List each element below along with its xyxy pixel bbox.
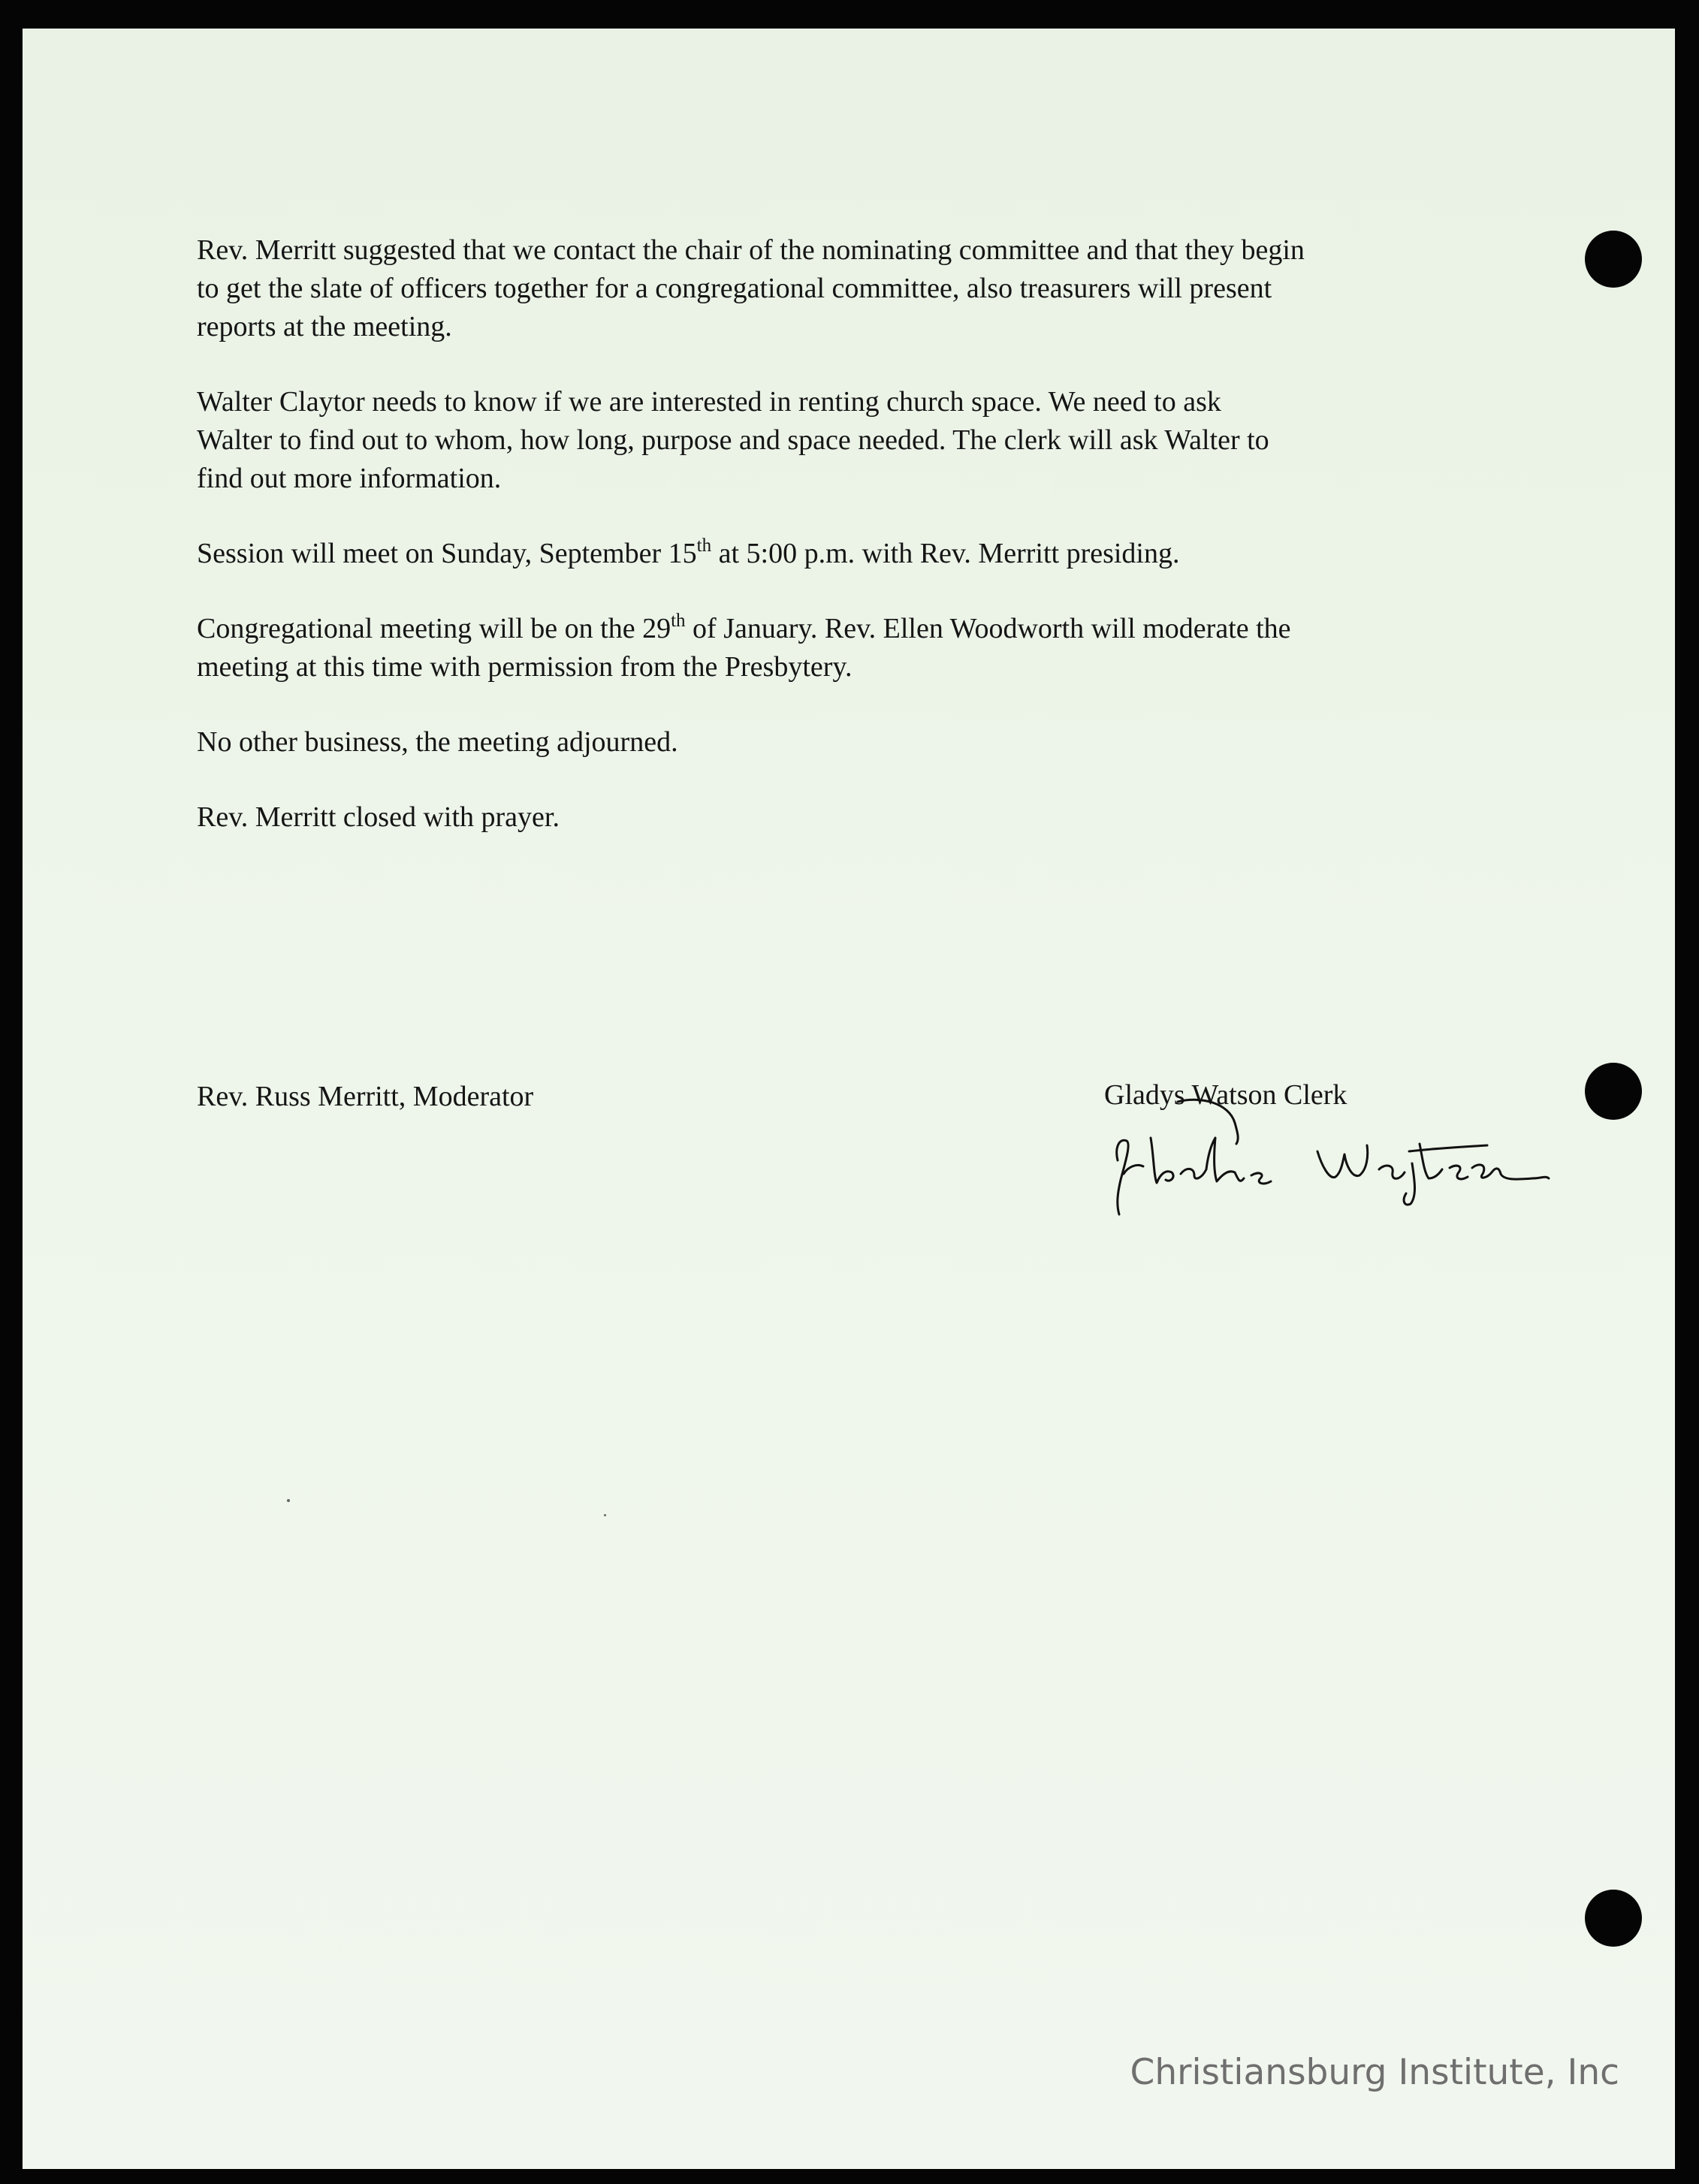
congregational-text-after: of January. Rev. Ellen Woodworth will moderate the meeting at this time with permission from the Presbytery.	[197, 613, 1291, 683]
paper-speck	[604, 1514, 606, 1516]
binder-punch-hole	[1585, 231, 1642, 288]
session-text-before: Session will meet on Sunday, September 15	[197, 538, 697, 569]
binder-punch-hole	[1585, 1063, 1642, 1120]
paragraph-adjourned: No other business, the meeting adjourned.	[197, 726, 678, 758]
paragraph-congregational-meeting	[197, 610, 1519, 686]
session-text-after: at 5:00 p.m. with Rev. Merritt presiding.	[711, 538, 1180, 569]
clerk-signature-line: Gladys Watson Clerk	[1104, 1079, 1347, 1111]
minutes-body	[197, 231, 1519, 873]
paragraph-nominating-committee: Rev. Merritt suggested that we contact the chair of the nominating committee and that they begin to get the slate of officers together for a congregational committee, also treasurers will present reports at the meeting.	[197, 234, 1305, 342]
paragraph-closing-prayer: Rev. Merritt closed with prayer.	[197, 801, 560, 833]
session-ordinal-suffix: th	[696, 535, 712, 556]
document-page	[23, 29, 1675, 2169]
handwritten-signature	[1082, 1091, 1562, 1226]
congregational-text-before: Congregational meeting will be on the 29	[197, 613, 671, 644]
moderator-signature-line: Rev. Russ Merritt, Moderator	[197, 1081, 534, 1112]
paragraph-session-meeting	[197, 535, 1519, 573]
paper-speck	[287, 1499, 290, 1502]
watermark-text: Christiansburg Institute, Inc	[1130, 2052, 1619, 2093]
binder-punch-hole	[1585, 1890, 1642, 1947]
paragraph-church-space: Walter Claytor needs to know if we are interested in renting church space. We need to ask Walter to find out to whom, how long, purpose and space needed. The clerk will ask Walter to find out more information.	[197, 386, 1269, 494]
congregational-ordinal-suffix: th	[671, 611, 686, 631]
